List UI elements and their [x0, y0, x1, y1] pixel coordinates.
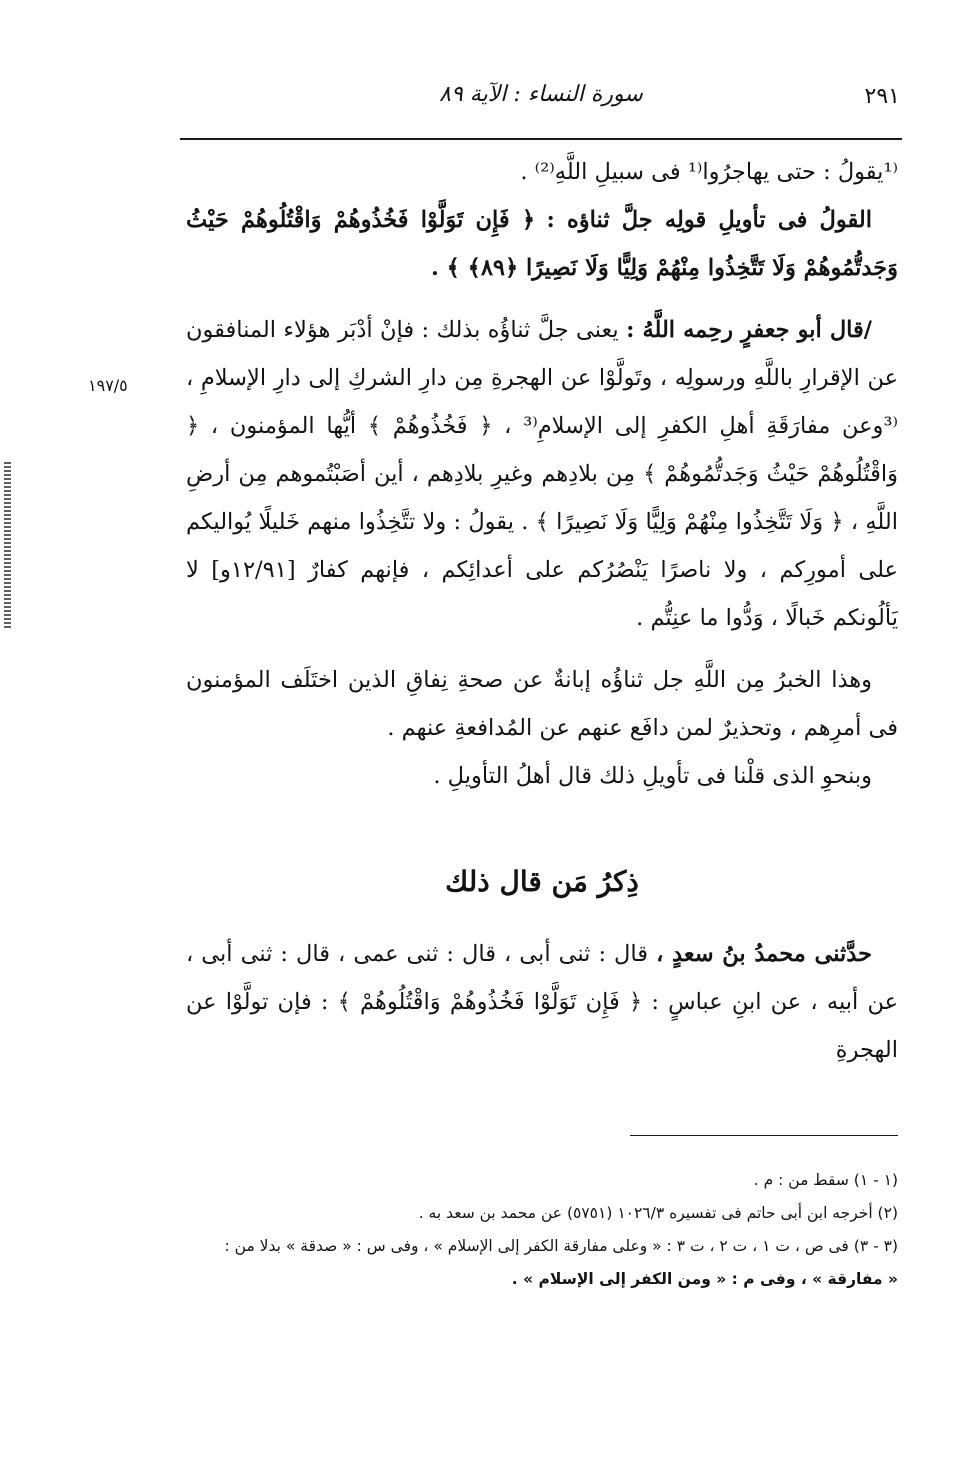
paragraph-1: ⁽¹يقولُ : حتى يهاجرُوا⁽¹ فى سبيلِ اللَّهِ⁽²⁾ .	[520, 159, 898, 185]
section-heading: ذِكرُ مَن قال ذلك	[445, 865, 639, 898]
paragraph-5: وبنحوِ الذى قلْنا فى تأويلِ ذلك قال أهلُ التأويلِ .	[433, 763, 872, 789]
paragraph-2	[186, 196, 898, 292]
running-title: سورة النساء : الآية ٨٩	[439, 82, 643, 107]
paragraph-6	[186, 930, 898, 1074]
footnotes	[186, 1164, 898, 1296]
footnote-2: (٢) أخرجه ابن أبى حاتم فى تفسيره ١٠٢٦/٣ (٥٧٥١) عن محمد بن سعد به .	[418, 1204, 898, 1222]
main-text	[186, 148, 898, 1074]
header-rule	[180, 138, 902, 140]
paragraph-2-verse: ﴿ فَإِن تَوَلَّوْا فَخُذُوهُمْ وَاقْتُلُوهُمْ حَيْثُ وَجَدتُّمُوهُمْ وَلَا تَتَّخِذُوا مِنْهُمْ وَلِيًّا وَلَا نَصِيرًا ﴿٨٩﴾ ﴾ .	[186, 207, 898, 281]
footnote-3-continuation: « مفارقة » ، وفى م : « ومن الكفر إلى الإسلام » .	[511, 1270, 898, 1288]
page-number: ٢٩١	[864, 84, 900, 109]
footnote-1: (١ - ١) سقط من : م .	[753, 1171, 898, 1189]
running-header	[182, 78, 900, 122]
paragraph-3-lead: /قال أبو جعفرٍ رحِمه اللَّهُ :	[626, 317, 873, 343]
footnote-3: (٣ - ٣) فى ص ، ت ١ ، ت ٢ ، ت ٣ : « وعلى مفارقة الكفر إلى الإسلام » ، وفى س : « صدقة » بدلا من :	[224, 1237, 898, 1255]
paragraph-3	[186, 306, 898, 642]
paragraph-3-text: يعنى جلَّ ثناؤُه بذلك : فإنْ أدْبَر هؤلاء المنافقون عن الإقرارِ باللَّهِ ورسولِه ، وتَولَّوْا عن الهجرةِ مِن دارِ الشركِ إلى دارِ الإسلامِ ، ⁽³وعن مفارَقَةِ أهلِ الكفرِ إلى الإسلامِ⁽³ ، ﴿ فَخُذُوهُمْ ﴾ أيُّها المؤمنون ، ﴿ وَاقْتُلُوهُمْ حَيْثُ وَجَدتُّمُوهُمْ ﴾ مِن بلادِهم وغيرِ بلادِهم ، أين أصَبْتُموهم مِن أرضِ اللَّهِ ، ﴿ وَلَا تَتَّخِذُوا مِنْهُمْ وَلِيًّا وَلَا نَصِيرًا ﴾ . يقولُ : ولا تتَّخِذُوا منهم خَليلًا يُواليكم على أمورِكم ، ولا ناصرًا يَنْصُرُكم على أعدائِكم ، فإنهم كفارٌ [١٢/٩١و] لا يَألُونكم خَبالًا ، وَدُّوا ما عنِتُّم .	[186, 317, 898, 631]
footnote-rule	[630, 1135, 898, 1136]
margin-reference: ١٩٧/٥	[88, 376, 128, 395]
paragraph-2-lead: القولُ فى تأويلِ قولِه جلَّ ثناؤه :	[546, 207, 872, 233]
binding-edge-texture	[4, 462, 11, 630]
paragraph-6-lead: حدَّثنى محمدُ بنُ سعدٍ ،	[656, 941, 873, 967]
paragraph-6-text: قال : ثنى أبى ، قال : ثنى عمى ، قال : ثنى أبى ، عن أبيه ، عن ابنِ عباسٍ : ﴿ فَإِن تَوَلَّوْا فَخُذُوهُمْ وَاقْتُلُوهُمْ ﴾ : فإن تولَّوْا عن الهجرةِ	[186, 941, 898, 1063]
paragraph-4: وهذا الخبرُ مِن اللَّهِ جل ثناؤُه إبانةٌ عن صحةِ نِفاقِ الذين اختَلَف المؤمنون فى أمرِهم ، وتحذيرٌ لمن دافَع عنهم عن المُدافعةِ عنهم .	[186, 667, 898, 741]
